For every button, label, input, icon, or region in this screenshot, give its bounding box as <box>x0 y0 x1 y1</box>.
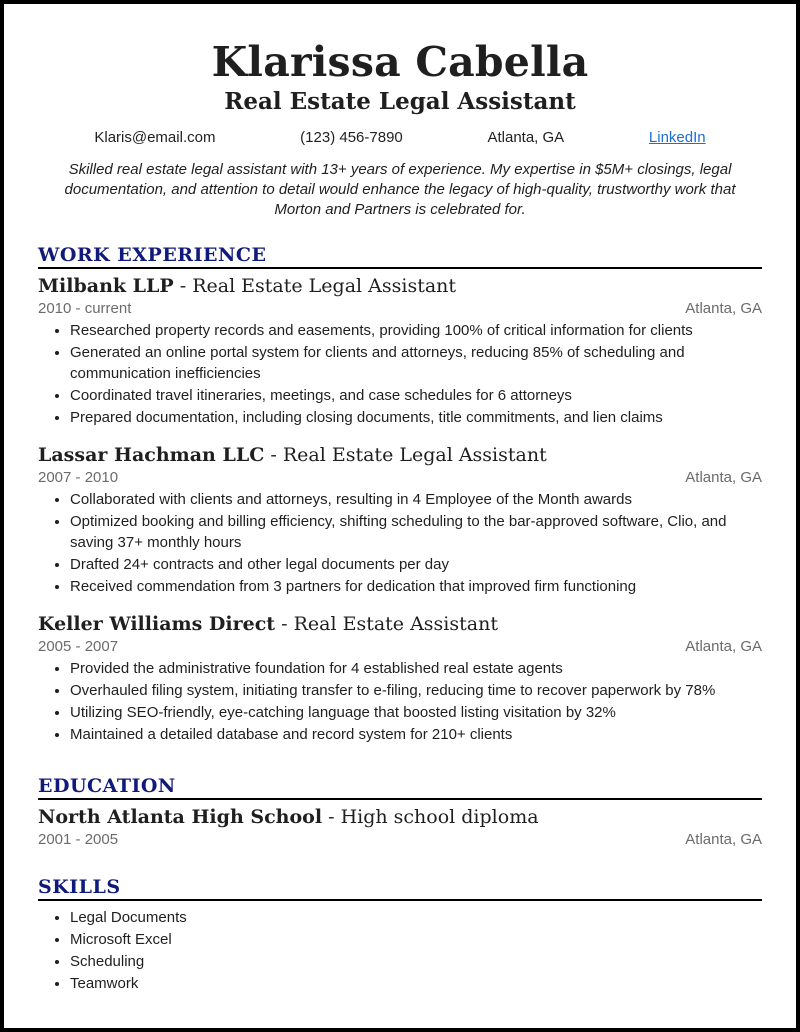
education-dates: 2001 - 2005 <box>38 831 119 848</box>
job-bullet: • Maintained a detailed database and record system for 210+ clients <box>70 724 762 745</box>
job-entry <box>38 444 762 597</box>
job-separator: - <box>179 275 187 297</box>
job-location: Atlanta, GA <box>685 300 762 317</box>
summary: Skilled real estate legal assistant with 13+ years of experience. My expertise in $5M+ closings, legal documentation, and attention to detail would enhance the legacy of high-quality, trustworthy work that Morton and Partners is celebrated for. <box>64 161 736 218</box>
job-separator: - <box>281 613 288 635</box>
job-location: Atlanta, GA <box>685 638 762 655</box>
contact-info <box>52 129 748 146</box>
job-meta <box>38 300 762 317</box>
job-bullet: • Optimized booking and billing efficiency, shifting scheduling to the bar-approved software, Clio, and saving 37+ monthly hours <box>70 511 762 553</box>
job-bullet: • Prepared documentation, including closing documents, title commitments, and lien claims <box>70 407 762 428</box>
education-entry <box>38 806 762 848</box>
job-header <box>38 275 762 297</box>
job-dates: 2010 - current <box>38 300 132 317</box>
job-company: Milbank LLP <box>38 275 174 297</box>
skill-item: • Teamwork <box>70 973 762 994</box>
job-dates: 2007 - 2010 <box>38 469 119 486</box>
job-bullets <box>38 320 762 428</box>
contact-phone: (123) 456-7890 <box>300 129 403 146</box>
job-dates: 2005 - 2007 <box>38 638 119 655</box>
section-heading-skills: SKILLS <box>38 876 762 901</box>
section-heading-work: WORK EXPERIENCE <box>38 244 762 269</box>
education-section <box>38 775 762 848</box>
job-header <box>38 613 762 635</box>
skills-list <box>38 907 762 994</box>
job-bullet: • Coordinated travel itineraries, meetings, and case schedules for 6 attorneys <box>70 385 762 406</box>
work-experience-section <box>38 244 762 745</box>
education-meta <box>38 831 762 848</box>
job-bullets <box>38 489 762 597</box>
job-bullet: • Provided the administrative foundation for 4 established real estate agents <box>70 658 762 679</box>
contact-location: Atlanta, GA <box>487 129 565 146</box>
job-bullets <box>38 658 762 745</box>
skill-item: • Microsoft Excel <box>70 929 762 950</box>
job-bullet: • Researched property records and easements, providing 100% of critical information for clients <box>70 320 762 341</box>
skill-item: • Legal Documents <box>70 907 762 928</box>
job-entry <box>38 613 762 745</box>
education-school: North Atlanta High School <box>38 806 323 828</box>
resume-page <box>4 4 796 994</box>
skills-section <box>38 876 762 994</box>
job-bullet: • Utilizing SEO-friendly, eye-catching language that boosted listing visitation by 32% <box>70 702 762 723</box>
job-company: Keller Williams Direct <box>38 613 276 635</box>
job-role: Real Estate Legal Assistant <box>192 275 457 297</box>
job-meta <box>38 638 762 655</box>
job-role: Real Estate Assistant <box>293 613 498 635</box>
job-bullet: • Collaborated with clients and attorneys, resulting in 4 Employee of the Month awards <box>70 489 762 510</box>
job-bullet: • Drafted 24+ contracts and other legal documents per day <box>70 554 762 575</box>
job-role: Real Estate Legal Assistant <box>282 444 547 466</box>
candidate-name: Klarissa Cabella <box>211 38 589 86</box>
education-location: Atlanta, GA <box>685 831 762 848</box>
job-bullet: • Overhauled filing system, initiating transfer to e-filing, reducing time to recover paperwork by 78% <box>70 680 762 701</box>
education-header <box>38 806 762 828</box>
skill-item: • Scheduling <box>70 951 762 972</box>
job-company: Lassar Hachman LLC <box>38 444 265 466</box>
education-degree: High school diploma <box>340 806 539 828</box>
job-entry <box>38 275 762 428</box>
job-meta <box>38 469 762 486</box>
job-header <box>38 444 762 466</box>
section-heading-education: EDUCATION <box>38 775 762 800</box>
candidate-title: Real Estate Legal Assistant <box>224 88 576 115</box>
job-bullet: • Generated an online portal system for clients and attorneys, reducing 85% of scheduling and communication inefficiencies <box>70 342 762 384</box>
job-bullet: • Received commendation from 3 partners for dedication that improved firm functioning <box>70 576 762 597</box>
contact-email: Klaris@email.com <box>94 129 216 146</box>
education-separator: - <box>328 806 335 828</box>
job-location: Atlanta, GA <box>685 469 762 486</box>
linkedin-link[interactable]: LinkedIn <box>648 129 706 146</box>
job-separator: - <box>270 444 277 466</box>
